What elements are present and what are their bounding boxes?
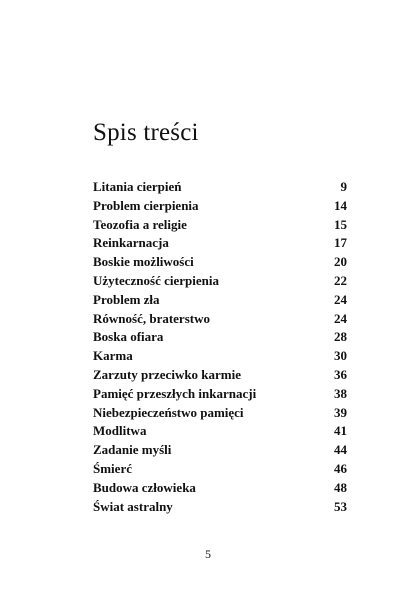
toc-entry xyxy=(93,272,347,291)
toc-entry-page: 28 xyxy=(334,329,347,345)
toc-entry-page: 48 xyxy=(334,479,347,495)
toc-entry-page: 9 xyxy=(340,179,347,194)
toc-entry xyxy=(93,460,347,479)
toc-entry xyxy=(93,385,347,404)
toc-entry-title: Użyteczność cierpienia xyxy=(93,272,219,288)
toc-entry xyxy=(93,216,347,235)
toc-entry-title: Problem cierpienia xyxy=(93,197,199,213)
toc-entry xyxy=(93,441,347,460)
toc-entry xyxy=(93,197,347,216)
toc-entry-title: Teozofia a religie xyxy=(93,216,187,232)
toc-entry-title: Boska ofiara xyxy=(93,329,164,345)
toc-entry-title: Litania cierpień xyxy=(93,179,182,194)
toc-entry-page: 53 xyxy=(334,498,347,514)
toc-entry-title: Modlitwa xyxy=(93,423,147,439)
toc-entry-page: 44 xyxy=(334,442,347,458)
toc-entry xyxy=(93,422,347,441)
toc-entry-page: 46 xyxy=(334,460,347,476)
toc-entry-title: Karma xyxy=(93,348,133,364)
toc-entry-page: 22 xyxy=(334,272,347,288)
toc-entry xyxy=(93,178,347,197)
toc-entry-title: Pamięć przeszłych inkarnacji xyxy=(93,385,257,401)
toc-entry-title: Świat astralny xyxy=(93,498,173,514)
toc-entry-title: Reinkarnacja xyxy=(93,235,169,251)
toc-entry-page: 24 xyxy=(334,291,347,307)
toc-entry xyxy=(93,366,347,385)
toc-entry-title: Zadanie myśli xyxy=(93,442,172,458)
toc-entry-page: 15 xyxy=(334,216,347,232)
toc-entry xyxy=(93,253,347,272)
toc-entry-page: 20 xyxy=(334,254,347,270)
toc-entry-title: Zarzuty przeciwko karmie xyxy=(93,366,242,382)
toc-entry-page: 30 xyxy=(334,348,347,364)
page-title: Spis treści xyxy=(93,119,199,146)
toc-entry xyxy=(93,310,347,329)
page-number: 5 xyxy=(205,547,211,561)
toc-entry-page: 39 xyxy=(334,404,347,420)
toc-entry-page: 17 xyxy=(334,235,347,251)
toc-entry xyxy=(93,291,347,310)
toc-entry-page: 36 xyxy=(334,366,347,382)
toc-entry-page: 38 xyxy=(334,385,347,401)
toc-entry xyxy=(93,498,347,517)
toc-entry-title: Śmierć xyxy=(93,460,132,476)
toc-entry xyxy=(93,328,347,347)
toc-entry-title: Niebezpieczeństwo pamięci xyxy=(93,404,244,420)
toc-entry-page: 24 xyxy=(334,310,347,326)
toc-entry xyxy=(93,234,347,253)
toc-entry xyxy=(93,347,347,366)
toc-entry xyxy=(93,404,347,423)
table-of-contents xyxy=(93,178,347,516)
toc-entry-title: Problem zła xyxy=(93,291,160,307)
toc-entry-title: Równość, braterstwo xyxy=(93,310,210,326)
toc-entry-title: Budowa człowieka xyxy=(93,479,196,495)
toc-entry-page: 14 xyxy=(334,197,347,213)
toc-entry xyxy=(93,479,347,498)
toc-entry-page: 41 xyxy=(334,423,347,439)
toc-entry-title: Boskie możliwości xyxy=(93,254,194,270)
